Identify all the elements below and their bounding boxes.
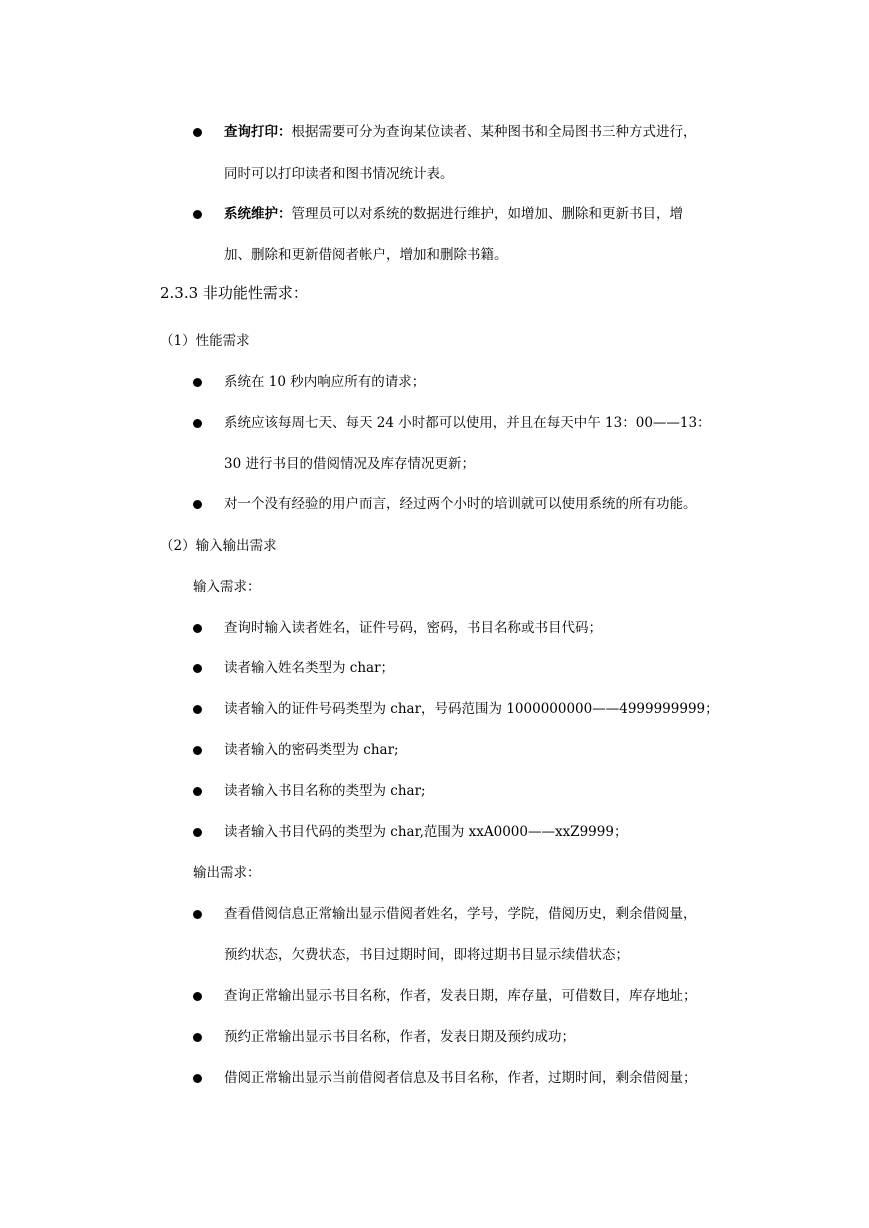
input-title: 输入需求： [193, 579, 261, 595]
subsection-title: （2）输入输出需求 [160, 538, 277, 554]
bullet-icon [193, 705, 202, 714]
bullet-icon [193, 624, 202, 633]
bullet-icon [193, 828, 202, 837]
bullet-icon [193, 210, 202, 219]
list-item: 读者输入的密码类型为 char; [224, 742, 399, 758]
list-item: 系统在 10 秒内响应所有的请求； [224, 374, 426, 390]
list-item: 查询正常输出显示书目名称，作者，发表日期，库存量，可借数目，库存地址； [224, 988, 697, 1004]
bullet-icon [193, 378, 202, 387]
list-item-continuation: 30 进行书目的借阅情况及库存情况更新； [224, 456, 475, 472]
item-text: 根据需要可分为查询某位读者、某种图书和全局图书三种方式进行， [291, 124, 697, 140]
bullet-icon [193, 1033, 202, 1042]
bullet-icon [193, 500, 202, 509]
item-label: 系统维护： [224, 206, 292, 222]
list-item: 读者输入姓名类型为 char； [224, 660, 395, 676]
subsection-title: （1）性能需求 [160, 333, 250, 349]
section-heading: 2.3.3 非功能性需求： [160, 284, 308, 302]
list-item: 读者输入的证件号码类型为 char，号码范围为 1000000000——4999999999； [224, 701, 719, 717]
list-item: 读者输入书目代码的类型为 char,范围为 xxA0000——xxZ9999； [224, 824, 628, 840]
bullet-icon [193, 746, 202, 755]
list-item-continuation: 加、删除和更新借阅者帐户，增加和删除书籍。 [224, 247, 508, 263]
list-item: 查询时输入读者姓名，证件号码，密码，书目名称或书目代码； [224, 620, 602, 636]
list-item [224, 204, 683, 224]
list-item: 系统应该每周七天、每天 24 小时都可以使用，并且在每天中午 13：00——13： [224, 415, 711, 431]
output-title: 输出需求： [193, 865, 261, 881]
list-item-continuation: 同时可以打印读者和图书情况统计表。 [224, 166, 454, 182]
item-text: 管理员可以对系统的数据进行维护，如增加、删除和更新书目，增 [291, 206, 683, 222]
bullet-icon [193, 992, 202, 1001]
list-item: 对一个没有经验的用户而言，经过两个小时的培训就可以使用系统的所有功能。 [224, 496, 697, 512]
list-item: 查看借阅信息正常输出显示借阅者姓名，学号，学院，借阅历史，剩余借阅量， [224, 906, 697, 922]
item-label: 查询打印： [224, 124, 292, 140]
list-item: 借阅正常输出显示当前借阅者信息及书目名称，作者，过期时间，剩余借阅量； [224, 1070, 697, 1086]
list-item: 预约正常输出显示书目名称，作者，发表日期及预约成功； [224, 1029, 575, 1045]
list-item-continuation: 预约状态，欠费状态，书目过期时间，即将过期书目显示续借状态； [224, 947, 629, 963]
bullet-icon [193, 128, 202, 137]
bullet-icon [193, 787, 202, 796]
bullet-icon [193, 664, 202, 673]
bullet-icon [193, 1074, 202, 1083]
list-item [224, 122, 697, 142]
list-item: 读者输入书目名称的类型为 char; [224, 783, 426, 799]
bullet-icon [193, 910, 202, 919]
bullet-icon [193, 419, 202, 428]
